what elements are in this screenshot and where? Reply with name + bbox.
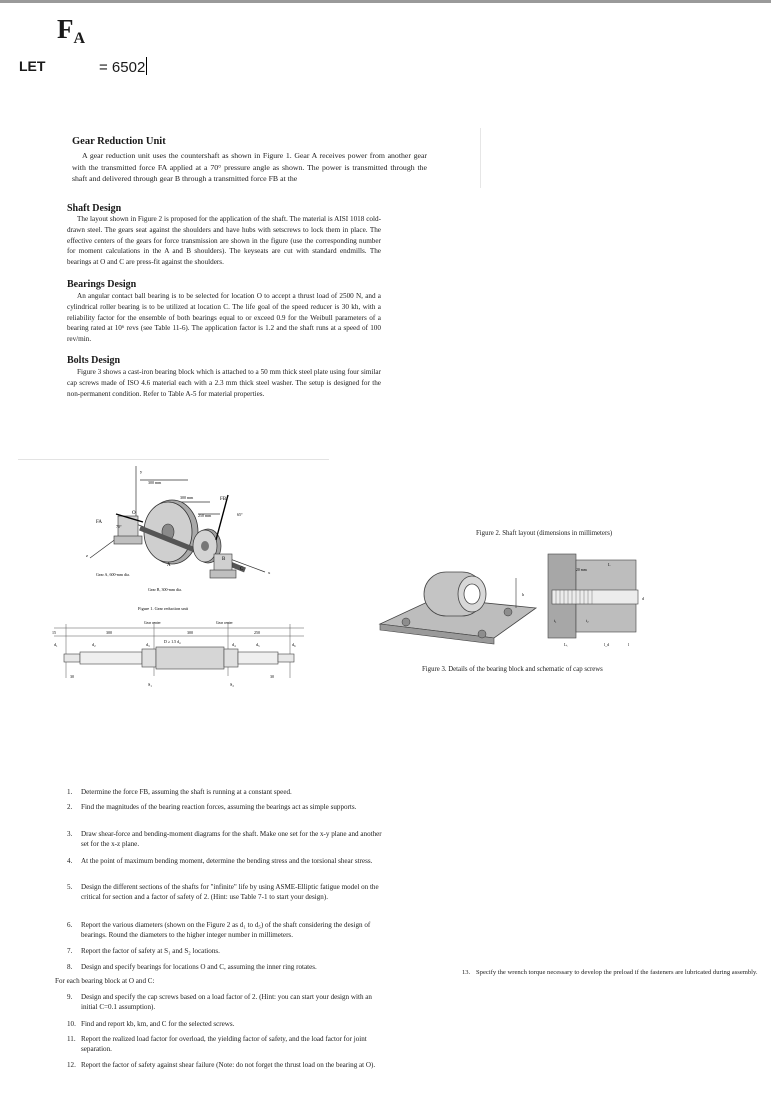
svg-text:300 mm: 300 mm [180,495,194,500]
svg-text:O: O [132,511,136,516]
svg-text:L: L [608,562,611,567]
svg-text:S₁: S₁ [148,682,152,687]
svg-text:d₁: d₁ [54,642,58,647]
svg-text:250: 250 [254,630,260,635]
figure-3-caption: Figure 3. Details of the bearing block and schematic of cap screws [422,666,603,673]
svg-text:D ≥ 1.5 d₄: D ≥ 1.5 d₄ [164,639,181,644]
page-divider [480,128,481,188]
question-item: 6. Report the various diameters (shown on the Figure 2 as d₁ to d₅) of the shaft considering the design of bearings. Round the diameters to the higher integer number in millimeters. [67,921,371,940]
svg-text:S₂: S₂ [230,682,234,687]
side-question-item: 13. Specify the wrench torque necessary to develop the preload if the fasteners are lubricated during assembly. [462,969,758,976]
svg-text:d₃: d₃ [146,642,150,647]
section-title-shaft: Shaft Design [67,203,122,214]
question-item: 5. Design the different sections of the shafts for "infinite" life by using ASME-Elliptic fatigue model on the critical for section and a factor of safety of 2. (Hint: use Table 7-1 to start your design). [67,883,379,902]
figure-3-bearing-block [376,542,666,662]
svg-text:x: x [268,570,271,575]
question-item: 8. Design and specify bearings for locations O and C, assuming the inner ring rotates. [67,963,317,971]
bolts-design-paragraph: Figure 3 shows a cast-iron bearing block which is attached to a 50 mm thick steel plate using four similar cap screws made of ISO 4.6 material each with a 2.3 mm thick steel washer. The setup is designed for the non-permanent condition. Refer to Table A-5 for material properties. [67,368,381,398]
intro-paragraph: A gear reduction unit uses the countershaft as shown in Figure 1. Gear A receives power from another gear with the transmitted force FA applied at a 70° pressure angle as shown. The power is transmitted through the shaft and delivered through gear B through a transmitted force FB at the [72,151,427,183]
figure-1-gear-unit [80,462,280,612]
svg-text:FB: FB [220,497,227,502]
svg-text:300: 300 [106,630,112,635]
svg-text:d₅: d₅ [256,642,260,647]
top-border [0,0,771,3]
svg-text:l_d: l_d [604,642,610,647]
svg-text:Gear B, 300-mm dia.: Gear B, 300-mm dia. [148,587,182,592]
svg-text:l: l [628,642,630,647]
svg-text:t₂: t₂ [586,618,589,623]
svg-text:Gear center: Gear center [216,621,233,625]
question-item: 4. At the point of maximum bending moment, determine the bending stress and the torsional shear stress. [67,857,373,865]
shaft-body [64,647,294,669]
question-item: 11. Report the realized load factor for overload, the yielding factor of safety, and the load factor for joint separation. [67,1035,367,1054]
section-title-bolts: Bolts Design [67,355,121,366]
question-item: 1. Determine the force FB, assuming the shaft is running at a constant speed. [67,788,292,796]
question-item: 10. Find and report kb, km, and C for the selected screws. [67,1020,235,1028]
let-label: LET [19,58,46,74]
svg-text:h: h [522,592,524,597]
svg-text:z: z [86,553,88,558]
figure-divider [18,459,329,460]
svg-text:t₁: t₁ [554,618,557,623]
figure-1-caption: Figure 1. Gear reduction unit [138,606,188,611]
svg-text:300 mm: 300 mm [148,480,162,485]
question-item: 12. Report the factor of safety against shear failure (Note: do not forget the thrust load on the bearing at O). [67,1061,376,1069]
svg-text:d₄: d₄ [232,642,236,647]
svg-text:65°: 65° [237,512,243,517]
svg-text:C: C [240,567,244,572]
svg-text:30: 30 [70,674,74,679]
section-title-gear-reduction: Gear Reduction Unit [72,136,166,147]
cap-screw [552,590,638,604]
question-item: 9. Design and specify the cap screws based on a load factor of 2. (Hint: you can start your design with an initial C=0.1 assumption). [67,993,372,1012]
value-input[interactable]: = 6502 [99,59,146,76]
figure-2-shaft-layout [52,616,307,688]
svg-text:A: A [167,563,171,568]
svg-text:30: 30 [270,674,274,679]
bearing-block-intro: For each bearing block at O and C: [55,977,155,985]
svg-text:d₆: d₆ [292,642,296,647]
svg-text:70°: 70° [116,524,122,529]
svg-text:Gear center: Gear center [144,621,161,625]
shaft-design-paragraph: The layout shown in Figure 2 is proposed for the application of the shaft. The material is AISI 1018 cold-drawn steel. The gears seat against the shoulders and have hubs with setscrews to lock them in place. The effective centers of the gears for force transmission are shown in the figure (use the corresponding number for moment calculations in the A and B shoulders). The keyseats are cut with standard endmills. The bearings at O and C are press-fit against the shoulders. [67,215,381,267]
svg-text:300: 300 [187,630,193,635]
question-item: 7. Report the factor of safety at S₁ and S₂ locations. [67,947,220,955]
svg-text:250 mm: 250 mm [198,513,212,518]
svg-text:d₂: d₂ [92,642,96,647]
section-title-bearings: Bearings Design [67,279,137,290]
svg-text:d: d [642,596,644,601]
question-item: 2. Find the magnitudes of the bearing reaction forces, assuming the bearings act as simple supports. [67,803,357,811]
bearings-design-paragraph: An angular contact ball bearing is to be selected for location O to accept a thrust load of 2500 N, and a cylindrical roller bearing is to be utilized at location C. The life goal of the speed reducer is 30 kh, with a reliability factor for the ensemble of both bearings equal to or exceed 0.9 for the Weibull parameters of a bearing rated at 10⁶ revs (see Table 11-6). The application factor is 1.2 and the shaft runs at a speed of 100 rev/min. [67,292,381,344]
svg-text:FA: FA [96,520,103,525]
svg-text:20 mm: 20 mm [576,568,587,572]
svg-text:15: 15 [52,630,56,635]
svg-text:y: y [140,469,143,474]
figure-2-caption: Figure 2. Shaft layout (dimensions in millimeters) [476,530,613,537]
question-item: 3. Draw shear-force and bending-moment diagrams for the shaft. Make one set for the x-y plane and another set for the x-z plane. [67,830,382,849]
text-caret [146,57,147,75]
svg-text:Lₜ: Lₜ [564,642,568,647]
svg-text:Gear A, 600-mm dia.: Gear A, 600-mm dia. [96,572,130,577]
svg-text:B: B [222,557,226,562]
page-title: $F_A$ [57,14,86,47]
